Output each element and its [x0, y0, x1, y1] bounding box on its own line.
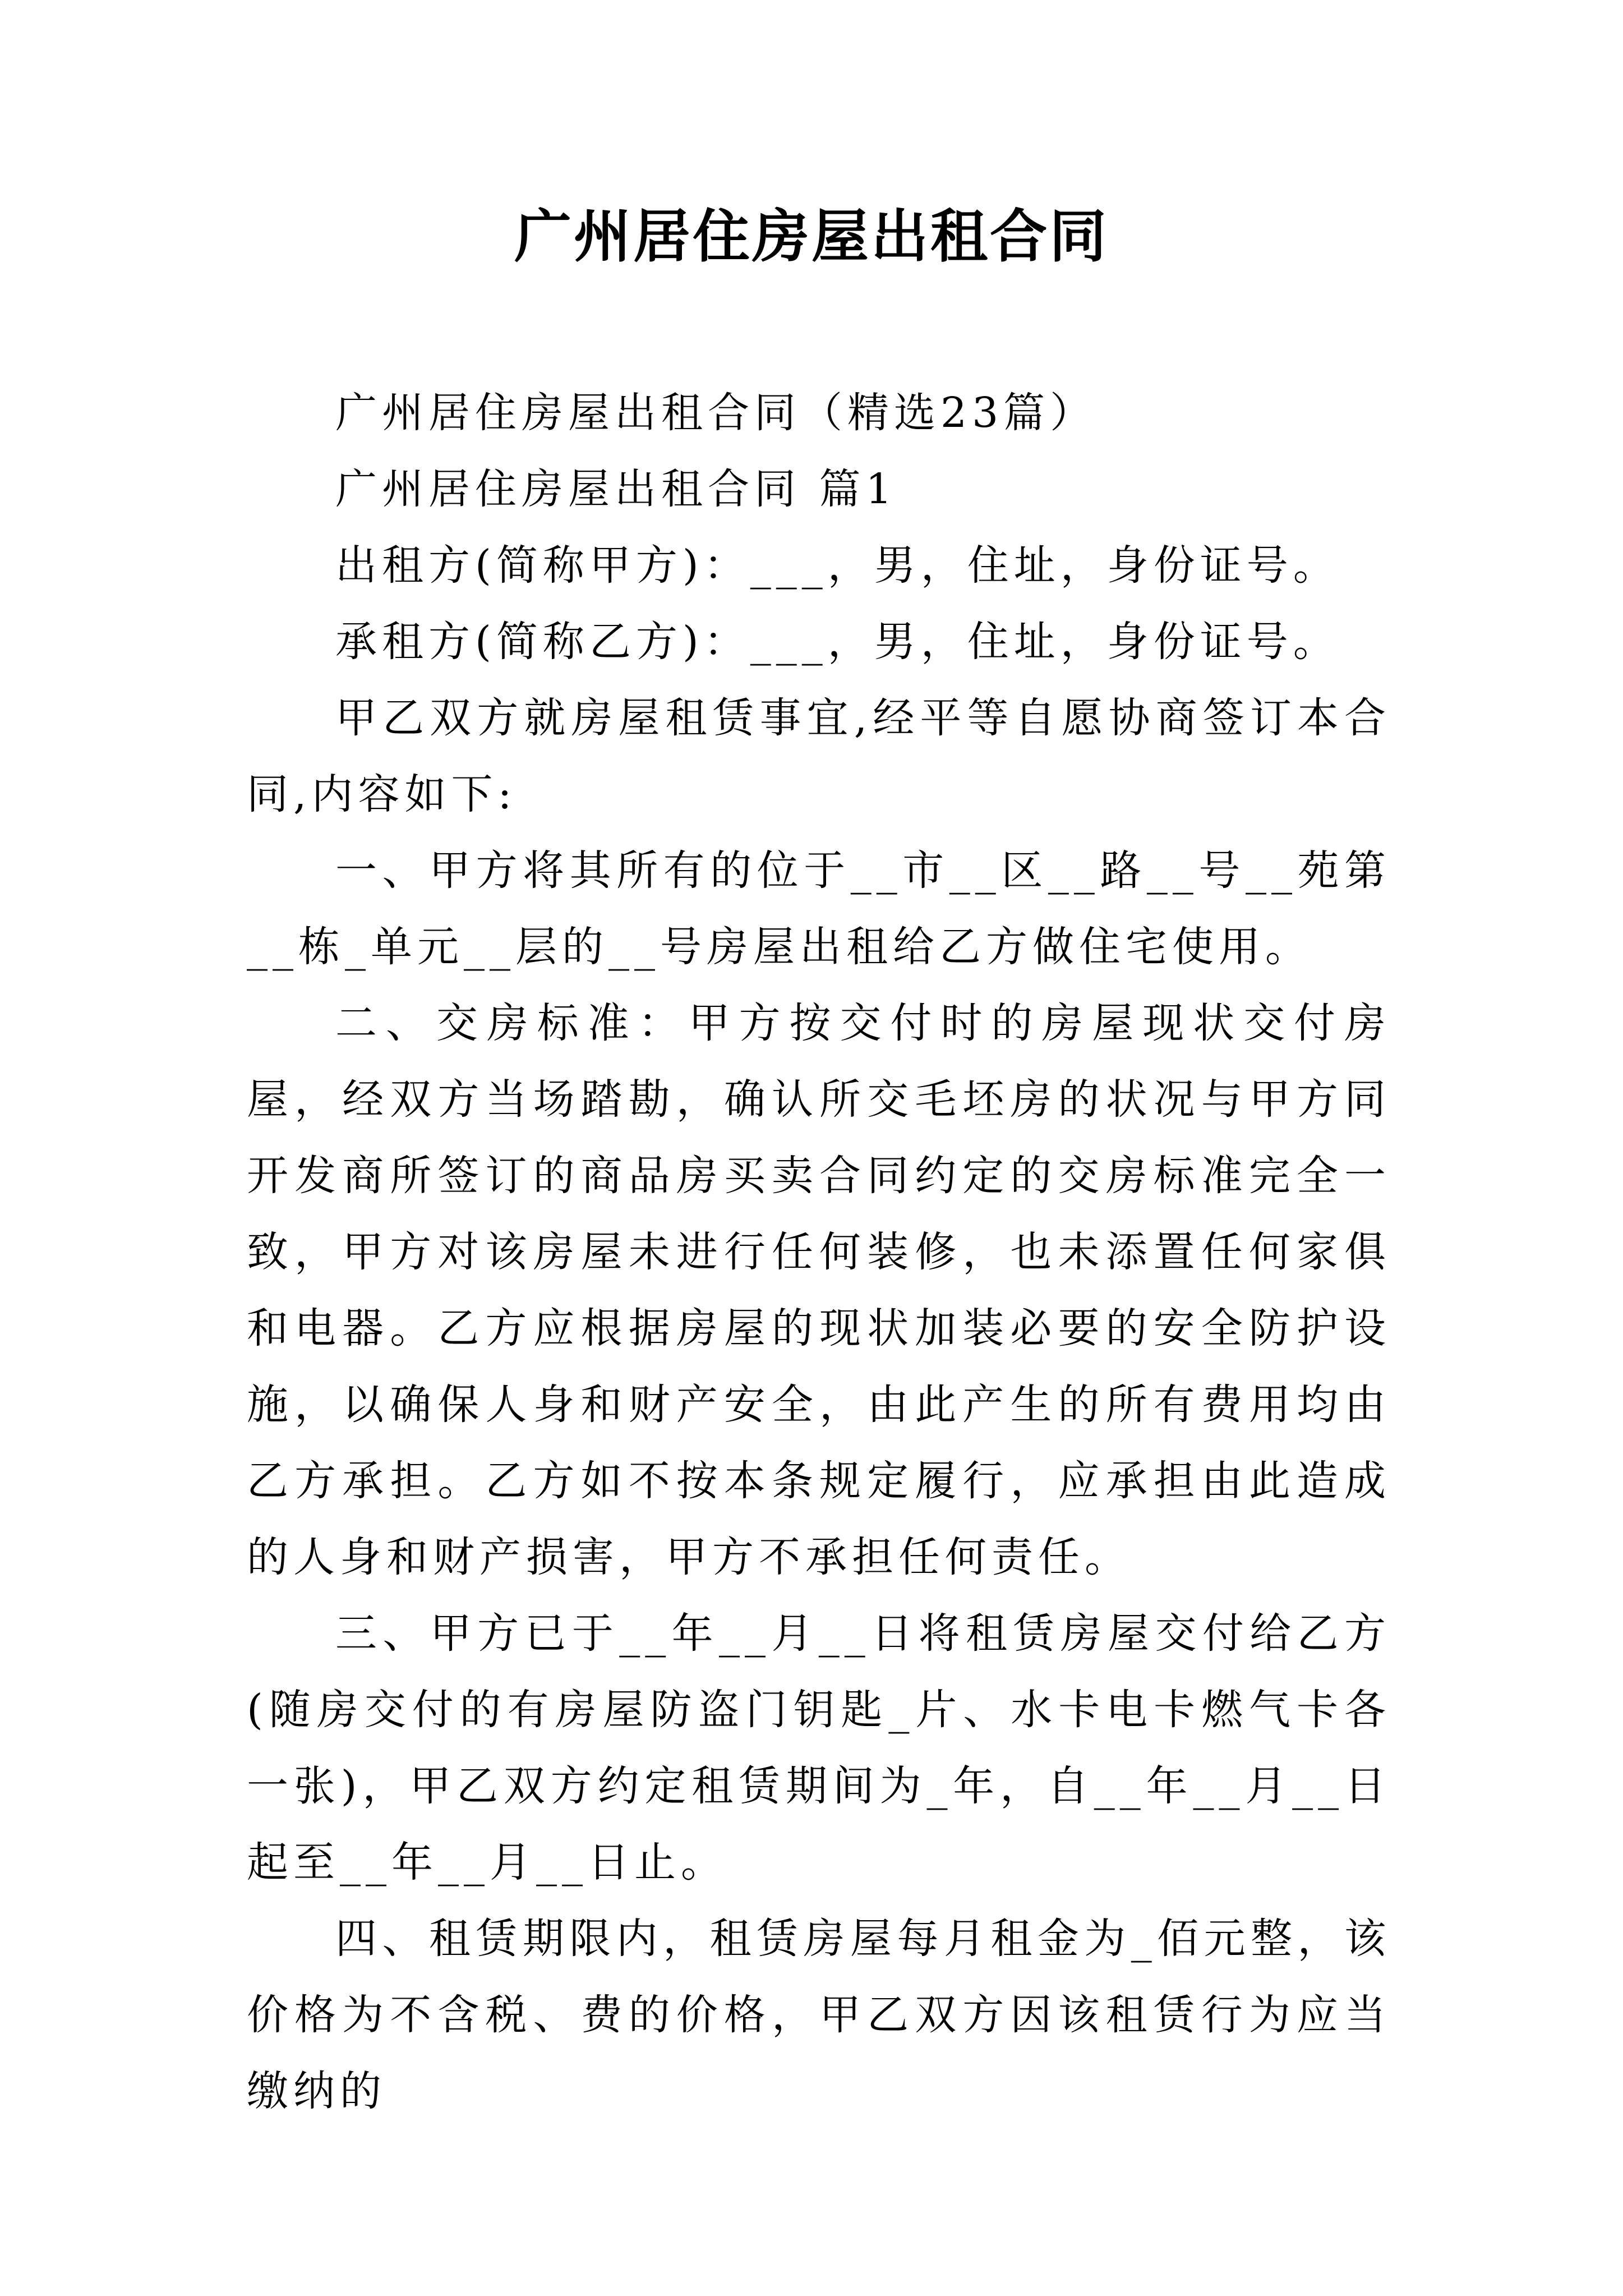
paragraph-clause-1: 一、甲方将其所有的位于__市__区__路__号__苑第__栋_单元__层的__号房屋出租给乙方做住宅使用。 [247, 846, 1391, 971]
paragraph-clause-2: 二、交房标准：甲方按交付时的房屋现状交付房屋，经双方当场踏勘，确认所交毛坯房的状况与甲方同开发商所签订的商品房买卖合同约定的交房标准完全一致，甲方对该房屋未进行任何装修，也未添置任何家俱和电器。乙方应根据房屋的现状加装必要的安全防护设施，以确保人身和财产安全，由此产生的所有费用均由乙方承担。乙方如不按本条规定履行，应承担由此造成的人身和财产损害，甲方不承担任何责任。 [247, 999, 1391, 1581]
paragraph-lessor: 出租方(简称甲方)：___，男，住址，身份证号。 [335, 541, 1340, 590]
paragraph-preamble: 甲乙双方就房屋租赁事宜,经平等自愿协商签订本合同,内容如下: [247, 694, 1391, 818]
document-title: 广州居住房屋出租合同 [514, 203, 1109, 270]
paragraph-lessee: 承租方(简称乙方)：___，男，住址，身份证号。 [335, 618, 1340, 666]
document-body [247, 375, 1391, 2129]
paragraph-subtitle: 广州居住房屋出租合同（精选23篇） [335, 389, 1097, 437]
paragraph-clause-4: 四、租赁期限内，租赁房屋每月租金为_佰元整，该价格为不含税、费的价格，甲乙双方因该租赁行为应当缴纳的 [247, 1915, 1391, 2115]
paragraph-section-heading: 广州居住房屋出租合同 篇1 [335, 465, 897, 513]
paragraph-clause-3: 三、甲方已于__年__月__日将租赁房屋交付给乙方(随房交付的有房屋防盗门钥匙_片、水卡电卡燃气卡各一张)，甲乙双方约定租赁期间为_年，自__年__月__日起至__年__月__日止。 [247, 1609, 1391, 1887]
